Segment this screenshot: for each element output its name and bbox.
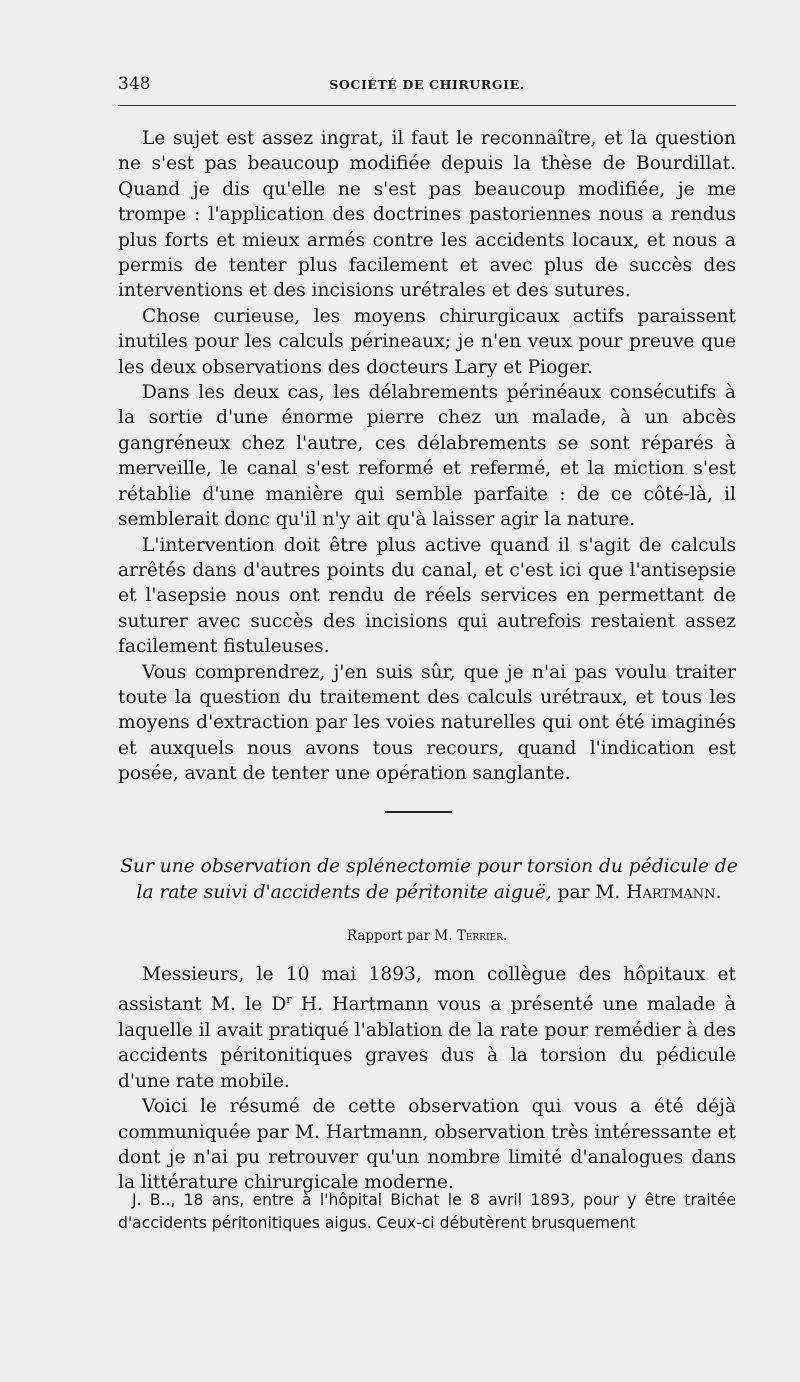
paragraph <box>118 962 736 1094</box>
paragraph-text: H. Hartmann vous a présenté une malade à laquelle il avait pratiqué l'ablation de la rate pour remédier à des accidents péritonitiques graves dus à la torsion du pédicule d'une rate mobile. <box>118 994 737 1092</box>
article-byline: par M. Hartmann. <box>557 882 722 903</box>
case-paragraph: J. B.., 18 ans, entre à l'hôpital Bichat le 8 avril 1893, pour y être traitée d'accidents péritonitiques aigus. Ceux-ci débutèrent brusquement <box>118 1191 736 1232</box>
author-name: Hartmann <box>626 882 716 903</box>
byline-prefix: par M. <box>557 882 621 903</box>
header-rule <box>118 105 736 106</box>
paragraph: Vous comprendrez, j'en suis sûr, que je n'ai pas voulu traiter toute la question du traitement des calculs urétraux, et tous les moyens d'extraction par les voies naturelles qui ont été imaginés et auxquels nous avons tous recours, quand l'indication est posée, avant de tenter une opération sanglante. <box>118 661 736 785</box>
article-body <box>118 962 736 1196</box>
page-number: 348 <box>118 74 151 94</box>
report-line: Rapport par M. Terrier. <box>346 928 508 944</box>
section-separator <box>385 811 452 813</box>
report-prefix: Rapport par M. <box>346 928 453 944</box>
article-title <box>118 854 740 906</box>
paragraph: L'intervention doit être plus active quand il s'agit de calculs arrêtés dans d'autres points du canal, et c'est ici que l'antisepsie et l'asepsie nous ont rendu de réels services en permettant de suturer avec succès des incisions qui autrefois restaient assez facilement fistuleuses. <box>118 534 736 658</box>
running-title: SOCIÉTÉ DE CHIRURGIE. <box>329 77 525 92</box>
paragraph-text: Messieurs, le 10 mai 1893, mon collègue des hôpitaux et assistant M. le D <box>118 964 736 1016</box>
report-body <box>118 126 736 787</box>
case-report <box>118 1189 736 1235</box>
superscript: r <box>286 993 292 1007</box>
paragraph: Voici le résumé de cette observation qui vous a été déjà communiquée par M. Hartmann, observation très intéressante et dont je n'ai pu retrouver qu'un nombre limité d'analogues dans la littérature chirurgicale moderne. <box>118 1096 736 1194</box>
article-title-text: Sur une observation de splénectomie pour torsion du pédicule de la rate suivi d'accidents de péritonite aiguë, <box>120 856 738 903</box>
paragraph: Chose curieuse, les moyens chirurgicaux actifs paraissent inutiles pour les calculs périneaux; je n'en veux pour preuve que les deux observations des docteurs Lary et Pioger. <box>118 305 736 378</box>
paragraph: Dans les deux cas, les délabrements périnéaux consécutifs à la sortie d'une énorme pierre chez un malade, à un abcès gangréneux chez l'autre, ces délabrements se sont réparés à merveille, le canal s'est reformé et refermé, et la miction s'est rétablie d'une manière qui semble parfaite : de ce côté-là, il semblerait donc qu'il n'y ait qu'à laisser agir la nature. <box>118 382 736 531</box>
reporter-name: Terrier <box>456 928 503 944</box>
paragraph: Le sujet est assez ingrat, il faut le reconnaître, et la question ne s'est pas beaucoup modifiée depuis la thèse de Bourdillat. Quand je dis qu'elle ne s'est pas beaucoup modifiée, je me trompe : l'application des doctrines pastoriennes nous a rendus plus forts et mieux armés contre les accidents locaux, et nous a permis de tenter plus facilement et avec plus de succès des interventions et des incisions urétrales et des sutures. <box>118 128 736 302</box>
page-header <box>118 74 736 98</box>
